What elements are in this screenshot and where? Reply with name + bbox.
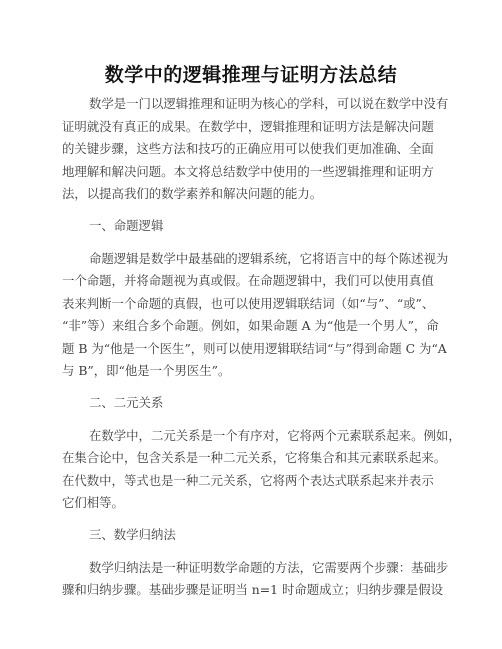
page-title: 数学中的逻辑推理与证明方法总结 <box>104 64 398 86</box>
section3-line: 骤和归纳步骤。基础步骤是证明当 n=1 时命题成立；归纳步骤是假设 <box>62 582 444 597</box>
intro-line: 的关键步骤，这些方法和技巧的正确应用可以使我们更加准确、全面 <box>62 141 434 156</box>
intro-line: 地理解和解决问题。本文将总结数学中使用的一些逻辑推理和证明方 <box>62 164 434 179</box>
section3-line: 数学归纳法是一种证明数学命题的方法，它需要两个步骤：基础步 <box>89 560 449 575</box>
intro-line: 数学是一门以逻辑推理和证明为核心的学科，可以说在数学中没有 <box>89 96 449 111</box>
section2-line: 它们相等。 <box>62 495 124 510</box>
section2-line: 在数学中，二元关系是一个有序对，它将两个元素联系起来。例如， <box>89 428 461 443</box>
section1-line: 与 B”，即“他是一个男医生”。 <box>62 363 231 378</box>
section1-line: 命题逻辑是数学中最基础的逻辑系统，它将语言中的每个陈述视为 <box>89 251 449 266</box>
section1-line: 一个命题，并将命题视为真或假。在命题逻辑中，我们可以使用真值 <box>62 273 434 288</box>
section1-line: 表来判断一个命题的真假，也可以使用逻辑联结词（如“与”、“或”、 <box>62 296 435 311</box>
section-heading-binary-relation: 二、二元关系 <box>89 395 164 410</box>
section2-line: 在代数中，等式也是一种二元关系，它将两个表达式联系起来并表示 <box>62 473 434 488</box>
section1-line: 题 B 为“他是一个医生”，则可以使用逻辑联结词“与”得到命题 C 为“A <box>62 341 447 356</box>
section-heading-induction: 三、数学归纳法 <box>89 527 176 542</box>
intro-line: 证明就没有真正的成果。在数学中，逻辑推理和证明方法是解决问题 <box>62 119 434 134</box>
intro-line: 法，以提高我们的数学素养和解决问题的能力。 <box>62 186 323 201</box>
section-heading-propositional-logic: 一、命题逻辑 <box>89 218 164 233</box>
section1-line: “非”等）来组合多个命题。例如，如果命题 A 为“他是一个男人”，命 <box>62 318 439 333</box>
section2-line: 在集合论中，包含关系是一种二元关系，它将集合和其元素联系起来。 <box>62 450 447 465</box>
